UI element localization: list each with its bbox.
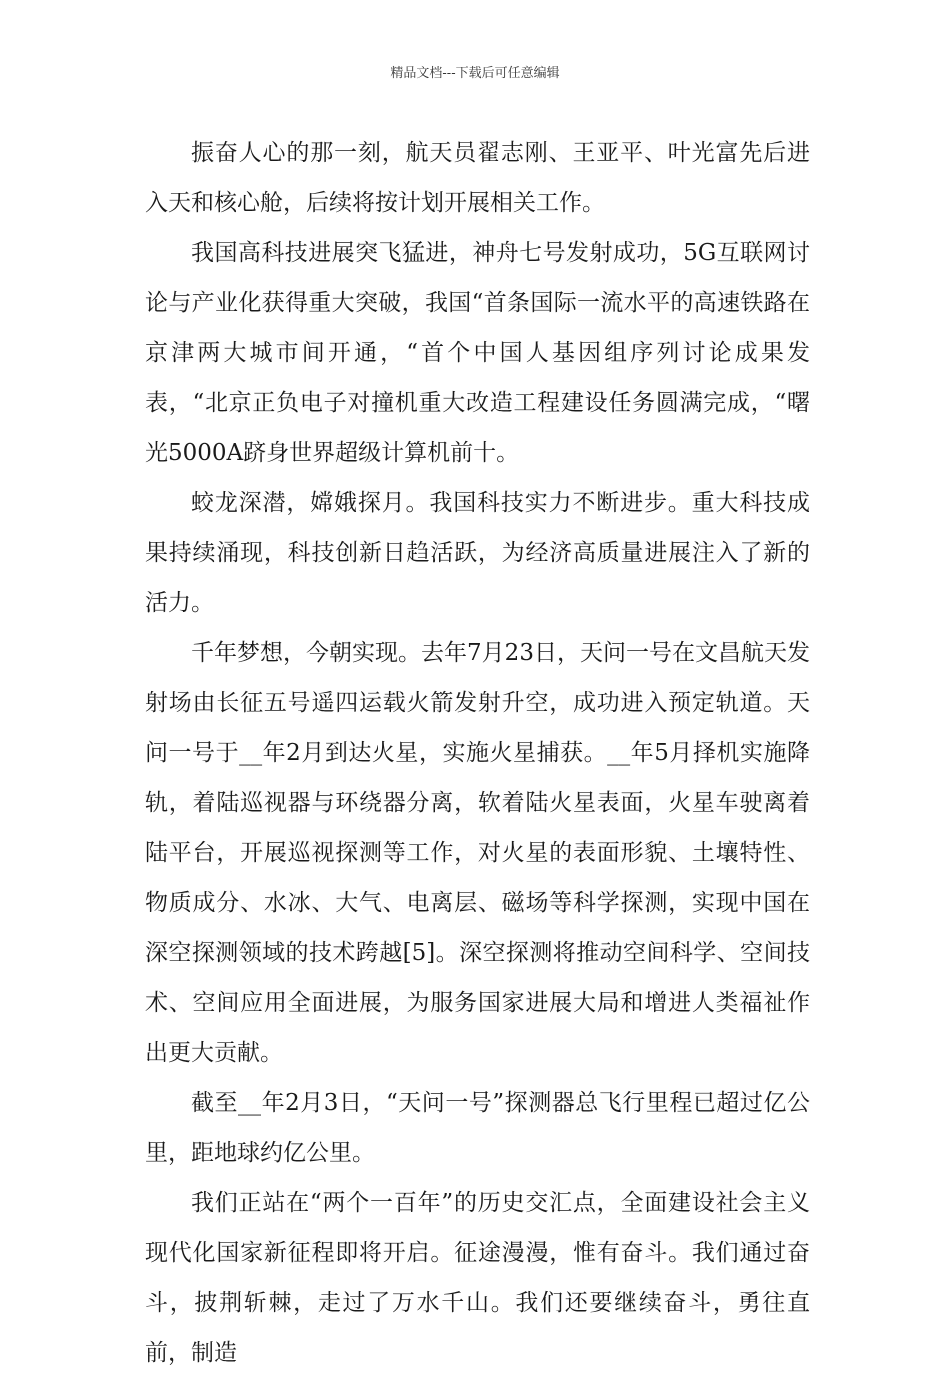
- paragraph-2: 我国高科技进展突飞猛进，神舟七号发射成功，5G互联网讨论与产业化获得重大突破，我国“首条国际一流水平的高速铁路在京津两大城市间开通，“首个中国人基因组序列讨论成果发表，“北京正负电子对撞机重大改造工程建设任务圆满完成，“曙光5000A跻身世界超级计算机前十。: [145, 240, 810, 466]
- paragraph-1: 振奋人心的那一刻，航天员翟志刚、王亚平、叶光富先后进入天和核心舱，后续将按计划开展相关工作。: [145, 140, 810, 216]
- paragraph-4: 千年梦想，今朝实现。去年7月23日，天问一号在文昌航天发射场由长征五号遥四运载火箭发射升空，成功进入预定轨道。天问一号于__年2月到达火星，实施火星捕获。__年5月择机实施降轨，着陆巡视器与环绕器分离，软着陆火星表面，火星车驶离着陆平台，开展巡视探测等工作，对火星的表面形貌、土壤特性、物质成分、水冰、大气、电离层、磁场等科学探测，实现中国在深空探测领域的技术跨越[5]。深空探测将推动空间科学、空间技术、空间应用全面进展，为服务国家进展大局和增进人类福祉作出更大贡献。: [145, 640, 810, 1066]
- document-body: [145, 128, 810, 1378]
- paragraph-6: 我们正站在“两个一百年”的历史交汇点，全面建设社会主义现代化国家新征程即将开启。征途漫漫，惟有奋斗。我们通过奋斗，披荆斩棘，走过了万水千山。我们还要继续奋斗，勇往直前，制造: [145, 1190, 810, 1366]
- paragraph-5: 截至__年2月3日，“天问一号”探测器总飞行里程已超过亿公里，距地球约亿公里。: [145, 1090, 810, 1166]
- page-header: 精品文档---下载后可任意编辑: [390, 66, 560, 81]
- paragraph-3: 蛟龙深潜，嫦娥探月。我国科技实力不断进步。重大科技成果持续涌现，科技创新日趋活跃，为经济高质量进展注入了新的活力。: [145, 490, 810, 616]
